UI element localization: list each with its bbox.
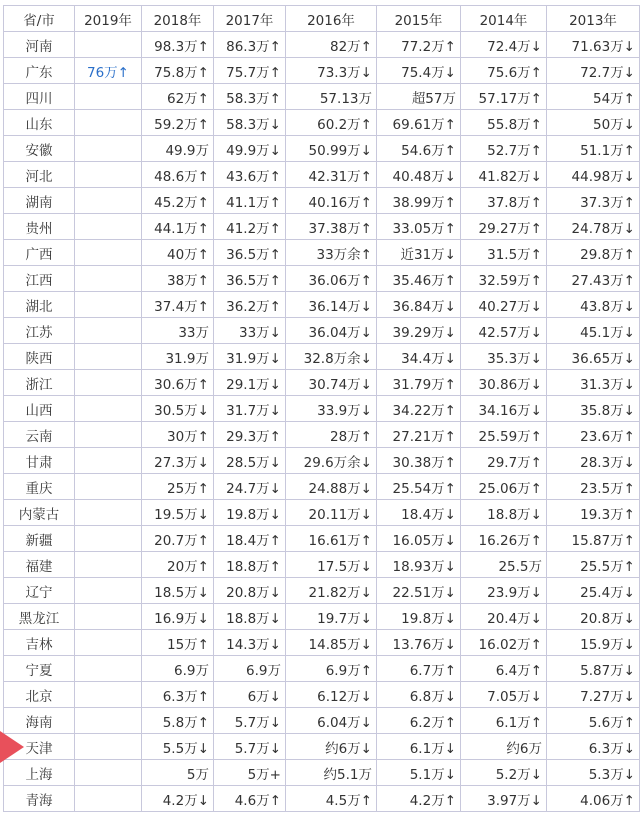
value-cell: 6.4万↑ <box>461 656 547 682</box>
value-cell: 37.3万↑ <box>547 188 640 214</box>
value-cell: 55.8万↑ <box>461 110 547 136</box>
value-cell: 约5.1万 <box>286 760 377 786</box>
value-cell: 42.31万↑ <box>286 162 377 188</box>
value-cell: 6.8万↓ <box>377 682 461 708</box>
value-cell <box>75 84 142 110</box>
value-cell: 6万↓ <box>214 682 286 708</box>
header-cell: 2019年 <box>75 6 142 32</box>
value-cell: 20.8万↓ <box>547 604 640 630</box>
value-cell: 24.88万↓ <box>286 474 377 500</box>
value-cell: 25.06万↑ <box>461 474 547 500</box>
value-cell: 98.3万↑ <box>142 32 214 58</box>
value-cell <box>75 604 142 630</box>
value-cell: 22.51万↓ <box>377 578 461 604</box>
value-cell: 36.14万↓ <box>286 292 377 318</box>
value-cell: 28.3万↓ <box>547 448 640 474</box>
table-row <box>4 760 640 786</box>
table-row <box>4 786 640 812</box>
value-cell: 50万↓ <box>547 110 640 136</box>
header-cell: 2018年 <box>142 6 214 32</box>
value-cell <box>75 708 142 734</box>
value-cell: 28万↑ <box>286 422 377 448</box>
value-cell: 20.7万↑ <box>142 526 214 552</box>
value-cell: 约6万 <box>461 734 547 760</box>
value-cell: 6.3万↑ <box>142 682 214 708</box>
value-cell: 14.85万↓ <box>286 630 377 656</box>
value-cell: 54.6万↑ <box>377 136 461 162</box>
value-cell: 41.2万↑ <box>214 214 286 240</box>
value-cell: 4.2万↑ <box>377 786 461 812</box>
value-cell: 77.2万↑ <box>377 32 461 58</box>
table-row <box>4 708 640 734</box>
value-cell: 57.17万↑ <box>461 84 547 110</box>
value-cell: 近31万↓ <box>377 240 461 266</box>
value-cell: 75.7万↑ <box>214 58 286 84</box>
value-cell: 75.6万↑ <box>461 58 547 84</box>
value-cell: 37.4万↑ <box>142 292 214 318</box>
value-cell: 29.6万余↓ <box>286 448 377 474</box>
value-cell: 31.79万↑ <box>377 370 461 396</box>
table-row <box>4 370 640 396</box>
province-cell: 北京 <box>4 682 75 708</box>
table-row <box>4 344 640 370</box>
value-cell: 62万↑ <box>142 84 214 110</box>
value-cell: 27.43万↑ <box>547 266 640 292</box>
table-row <box>4 396 640 422</box>
value-cell: 31.5万↑ <box>461 240 547 266</box>
value-cell: 36.65万↓ <box>547 344 640 370</box>
value-cell: 19.5万↓ <box>142 500 214 526</box>
value-cell: 6.1万↑ <box>461 708 547 734</box>
value-cell: 58.3万↓ <box>214 110 286 136</box>
table-row <box>4 292 640 318</box>
value-cell <box>75 578 142 604</box>
value-cell: 25.5万↑ <box>547 552 640 578</box>
table-row <box>4 734 640 760</box>
value-cell: 49.9万 <box>142 136 214 162</box>
value-cell: 43.8万↓ <box>547 292 640 318</box>
value-cell: 34.22万↑ <box>377 396 461 422</box>
value-cell: 25万↑ <box>142 474 214 500</box>
value-cell: 32.8万余↓ <box>286 344 377 370</box>
value-cell: 23.9万↓ <box>461 578 547 604</box>
province-cell: 山西 <box>4 396 75 422</box>
value-cell <box>75 526 142 552</box>
value-cell: 33.05万↑ <box>377 214 461 240</box>
value-cell <box>75 266 142 292</box>
value-cell: 29.7万↑ <box>461 448 547 474</box>
value-cell: 3.97万↓ <box>461 786 547 812</box>
value-cell <box>75 448 142 474</box>
value-cell: 36.04万↓ <box>286 318 377 344</box>
value-cell: 19.3万↑ <box>547 500 640 526</box>
value-cell: 18.8万↓ <box>461 500 547 526</box>
value-cell: 29.8万↑ <box>547 240 640 266</box>
value-cell: 36.84万↓ <box>377 292 461 318</box>
value-cell: 20.8万↓ <box>214 578 286 604</box>
province-cell: 江西 <box>4 266 75 292</box>
value-cell: 6.2万↑ <box>377 708 461 734</box>
value-cell: 19.8万↓ <box>377 604 461 630</box>
value-cell: 69.61万↑ <box>377 110 461 136</box>
value-cell: 44.1万↑ <box>142 214 214 240</box>
table-row <box>4 110 640 136</box>
value-cell: 16.02万↑ <box>461 630 547 656</box>
province-cell: 福建 <box>4 552 75 578</box>
province-cell: 河北 <box>4 162 75 188</box>
value-cell: 17.5万↓ <box>286 552 377 578</box>
value-cell: 5.1万↓ <box>377 760 461 786</box>
table-row <box>4 240 640 266</box>
value-cell: 31.7万↓ <box>214 396 286 422</box>
value-cell: 18.4万↑ <box>214 526 286 552</box>
value-cell: 5.3万↓ <box>547 760 640 786</box>
province-cell: 广东 <box>4 58 75 84</box>
value-cell: 38.99万↑ <box>377 188 461 214</box>
value-cell <box>75 422 142 448</box>
value-cell: 6.7万↑ <box>377 656 461 682</box>
value-cell: 5.7万↓ <box>214 708 286 734</box>
value-cell: 约6万↓ <box>286 734 377 760</box>
province-cell: 山东 <box>4 110 75 136</box>
value-cell: 40万↑ <box>142 240 214 266</box>
value-cell: 6.9万↑ <box>286 656 377 682</box>
value-cell <box>75 370 142 396</box>
province-cell: 青海 <box>4 786 75 812</box>
province-cell: 贵州 <box>4 214 75 240</box>
value-cell: 4.06万↑ <box>547 786 640 812</box>
value-cell: 5.6万↑ <box>547 708 640 734</box>
value-cell <box>75 344 142 370</box>
province-cell: 广西 <box>4 240 75 266</box>
value-cell: 71.63万↓ <box>547 32 640 58</box>
province-cell: 四川 <box>4 84 75 110</box>
value-cell: 6.12万↓ <box>286 682 377 708</box>
table-row <box>4 682 640 708</box>
header-cell: 2015年 <box>377 6 461 32</box>
value-cell <box>75 188 142 214</box>
province-cell: 内蒙古 <box>4 500 75 526</box>
value-cell: 45.2万↑ <box>142 188 214 214</box>
value-cell: 29.1万↓ <box>214 370 286 396</box>
province-cell: 甘肃 <box>4 448 75 474</box>
value-cell: 5.5万↓ <box>142 734 214 760</box>
value-cell: 49.9万↓ <box>214 136 286 162</box>
value-cell: 72.7万↓ <box>547 58 640 84</box>
value-cell: 5.7万↓ <box>214 734 286 760</box>
value-cell: 16.05万↓ <box>377 526 461 552</box>
value-cell: 6.9万 <box>142 656 214 682</box>
value-cell: 40.16万↑ <box>286 188 377 214</box>
value-cell: 34.16万↓ <box>461 396 547 422</box>
header-cell: 2014年 <box>461 6 547 32</box>
value-cell: 45.1万↓ <box>547 318 640 344</box>
value-cell <box>75 734 142 760</box>
value-cell: 18.8万↑ <box>214 552 286 578</box>
table-row <box>4 188 640 214</box>
value-cell: 36.5万↑ <box>214 240 286 266</box>
value-cell: 37.8万↑ <box>461 188 547 214</box>
table-row <box>4 214 640 240</box>
value-cell: 51.1万↑ <box>547 136 640 162</box>
value-cell: 32.59万↑ <box>461 266 547 292</box>
value-cell <box>75 500 142 526</box>
value-cell: 4.5万↑ <box>286 786 377 812</box>
value-cell: 43.6万↑ <box>214 162 286 188</box>
value-cell: 35.46万↑ <box>377 266 461 292</box>
value-cell: 4.6万↑ <box>214 786 286 812</box>
value-cell: 24.7万↓ <box>214 474 286 500</box>
value-cell <box>75 552 142 578</box>
table-row <box>4 500 640 526</box>
value-cell: 16.61万↑ <box>286 526 377 552</box>
value-cell: 6.9万 <box>214 656 286 682</box>
value-cell: 41.1万↑ <box>214 188 286 214</box>
value-cell: 15.87万↑ <box>547 526 640 552</box>
value-cell: 33.9万↓ <box>286 396 377 422</box>
value-cell: 57.13万 <box>286 84 377 110</box>
table-row <box>4 630 640 656</box>
value-cell: 27.3万↓ <box>142 448 214 474</box>
value-cell: 7.27万↓ <box>547 682 640 708</box>
value-cell: 16.26万↑ <box>461 526 547 552</box>
value-cell <box>75 682 142 708</box>
value-cell: 13.76万↓ <box>377 630 461 656</box>
value-cell <box>75 240 142 266</box>
header-cell: 2013年 <box>547 6 640 32</box>
value-cell: 30万↑ <box>142 422 214 448</box>
value-cell: 21.82万↓ <box>286 578 377 604</box>
value-cell: 20.4万↓ <box>461 604 547 630</box>
province-cell: 浙江 <box>4 370 75 396</box>
value-cell: 25.4万↓ <box>547 578 640 604</box>
province-cell: 湖北 <box>4 292 75 318</box>
value-cell: 39.29万↓ <box>377 318 461 344</box>
value-cell: 5.2万↓ <box>461 760 547 786</box>
header-cell: 2017年 <box>214 6 286 32</box>
enrollment-table <box>3 5 640 812</box>
value-cell: 6.3万↓ <box>547 734 640 760</box>
value-cell: 14.3万↓ <box>214 630 286 656</box>
province-cell: 上海 <box>4 760 75 786</box>
value-cell: 31.9万↓ <box>214 344 286 370</box>
value-cell: 34.4万↓ <box>377 344 461 370</box>
value-cell: 27.21万↑ <box>377 422 461 448</box>
value-cell: 44.98万↓ <box>547 162 640 188</box>
value-cell <box>75 110 142 136</box>
value-cell: 33万 <box>142 318 214 344</box>
value-cell: 82万↑ <box>286 32 377 58</box>
value-cell: 5.8万↑ <box>142 708 214 734</box>
value-cell: 7.05万↓ <box>461 682 547 708</box>
value-cell: 59.2万↑ <box>142 110 214 136</box>
value-cell: 24.78万↓ <box>547 214 640 240</box>
value-cell: 25.59万↑ <box>461 422 547 448</box>
value-cell: 42.57万↓ <box>461 318 547 344</box>
value-cell: 30.6万↑ <box>142 370 214 396</box>
value-cell: 72.4万↓ <box>461 32 547 58</box>
value-cell: 25.5万 <box>461 552 547 578</box>
province-cell: 云南 <box>4 422 75 448</box>
value-cell: 15万↑ <box>142 630 214 656</box>
value-cell: 25.54万↑ <box>377 474 461 500</box>
province-cell: 吉林 <box>4 630 75 656</box>
value-cell <box>75 396 142 422</box>
province-cell: 湖南 <box>4 188 75 214</box>
value-cell: 18.8万↓ <box>214 604 286 630</box>
value-cell: 48.6万↑ <box>142 162 214 188</box>
value-cell: 20万↑ <box>142 552 214 578</box>
province-cell: 天津 <box>4 734 75 760</box>
value-cell: 5万 <box>142 760 214 786</box>
value-cell: 16.9万↓ <box>142 604 214 630</box>
value-cell: 33万余↑ <box>286 240 377 266</box>
value-cell: 6.1万↓ <box>377 734 461 760</box>
value-cell: 50.99万↓ <box>286 136 377 162</box>
province-cell: 重庆 <box>4 474 75 500</box>
value-cell: 23.6万↑ <box>547 422 640 448</box>
table-row <box>4 552 640 578</box>
value-cell: 23.5万↑ <box>547 474 640 500</box>
table-row <box>4 526 640 552</box>
value-cell: 30.86万↓ <box>461 370 547 396</box>
value-cell <box>75 214 142 240</box>
table-row <box>4 162 640 188</box>
value-cell: 6.04万↓ <box>286 708 377 734</box>
table-row <box>4 474 640 500</box>
value-cell: 41.82万↓ <box>461 162 547 188</box>
value-cell[interactable]: 76万↑ <box>75 58 142 84</box>
value-cell: 52.7万↑ <box>461 136 547 162</box>
value-cell: 18.93万↓ <box>377 552 461 578</box>
value-cell: 60.2万↑ <box>286 110 377 136</box>
value-cell: 超57万 <box>377 84 461 110</box>
header-cell: 省/市 <box>4 6 75 32</box>
province-cell: 宁夏 <box>4 656 75 682</box>
value-cell: 35.3万↓ <box>461 344 547 370</box>
value-cell: 29.27万↑ <box>461 214 547 240</box>
table-row <box>4 84 640 110</box>
value-cell <box>75 760 142 786</box>
table-row <box>4 318 640 344</box>
table-row <box>4 422 640 448</box>
value-cell: 36.06万↑ <box>286 266 377 292</box>
value-cell: 35.8万↓ <box>547 396 640 422</box>
province-cell: 江苏 <box>4 318 75 344</box>
value-cell: 73.3万↓ <box>286 58 377 84</box>
value-cell: 86.3万↑ <box>214 32 286 58</box>
header-row <box>4 6 640 32</box>
table-row <box>4 656 640 682</box>
table-row <box>4 604 640 630</box>
value-cell: 20.11万↓ <box>286 500 377 526</box>
value-cell <box>75 32 142 58</box>
pointer-arrow-icon <box>0 731 24 763</box>
province-cell: 黑龙江 <box>4 604 75 630</box>
value-cell: 38万↑ <box>142 266 214 292</box>
value-cell <box>75 136 142 162</box>
value-cell <box>75 318 142 344</box>
value-cell: 19.8万↓ <box>214 500 286 526</box>
value-cell <box>75 656 142 682</box>
value-cell: 75.8万↑ <box>142 58 214 84</box>
value-cell: 30.38万↑ <box>377 448 461 474</box>
value-cell: 30.5万↓ <box>142 396 214 422</box>
value-cell: 54万↑ <box>547 84 640 110</box>
province-cell: 海南 <box>4 708 75 734</box>
province-cell: 河南 <box>4 32 75 58</box>
table-row <box>4 32 640 58</box>
province-cell: 新疆 <box>4 526 75 552</box>
value-cell: 5万+ <box>214 760 286 786</box>
table-row <box>4 266 640 292</box>
table-row <box>4 448 640 474</box>
province-cell: 安徽 <box>4 136 75 162</box>
value-cell: 30.74万↓ <box>286 370 377 396</box>
table-row <box>4 58 640 84</box>
value-cell: 18.5万↓ <box>142 578 214 604</box>
value-cell: 33万↓ <box>214 318 286 344</box>
value-cell: 19.7万↓ <box>286 604 377 630</box>
value-cell: 31.3万↓ <box>547 370 640 396</box>
header-cell: 2016年 <box>286 6 377 32</box>
value-cell <box>75 162 142 188</box>
table-row <box>4 136 640 162</box>
value-cell: 37.38万↑ <box>286 214 377 240</box>
value-cell <box>75 630 142 656</box>
value-cell: 18.4万↓ <box>377 500 461 526</box>
value-cell <box>75 474 142 500</box>
value-cell: 5.87万↓ <box>547 656 640 682</box>
value-cell: 31.9万 <box>142 344 214 370</box>
table-row <box>4 578 640 604</box>
value-cell: 29.3万↑ <box>214 422 286 448</box>
value-cell: 75.4万↓ <box>377 58 461 84</box>
value-cell: 40.48万↓ <box>377 162 461 188</box>
value-cell: 28.5万↓ <box>214 448 286 474</box>
province-cell: 辽宁 <box>4 578 75 604</box>
province-cell: 陕西 <box>4 344 75 370</box>
value-cell: 40.27万↓ <box>461 292 547 318</box>
value-cell <box>75 786 142 812</box>
value-cell <box>75 292 142 318</box>
value-cell: 36.5万↑ <box>214 266 286 292</box>
value-cell: 36.2万↑ <box>214 292 286 318</box>
value-cell: 58.3万↑ <box>214 84 286 110</box>
value-cell: 15.9万↓ <box>547 630 640 656</box>
value-cell: 4.2万↓ <box>142 786 214 812</box>
